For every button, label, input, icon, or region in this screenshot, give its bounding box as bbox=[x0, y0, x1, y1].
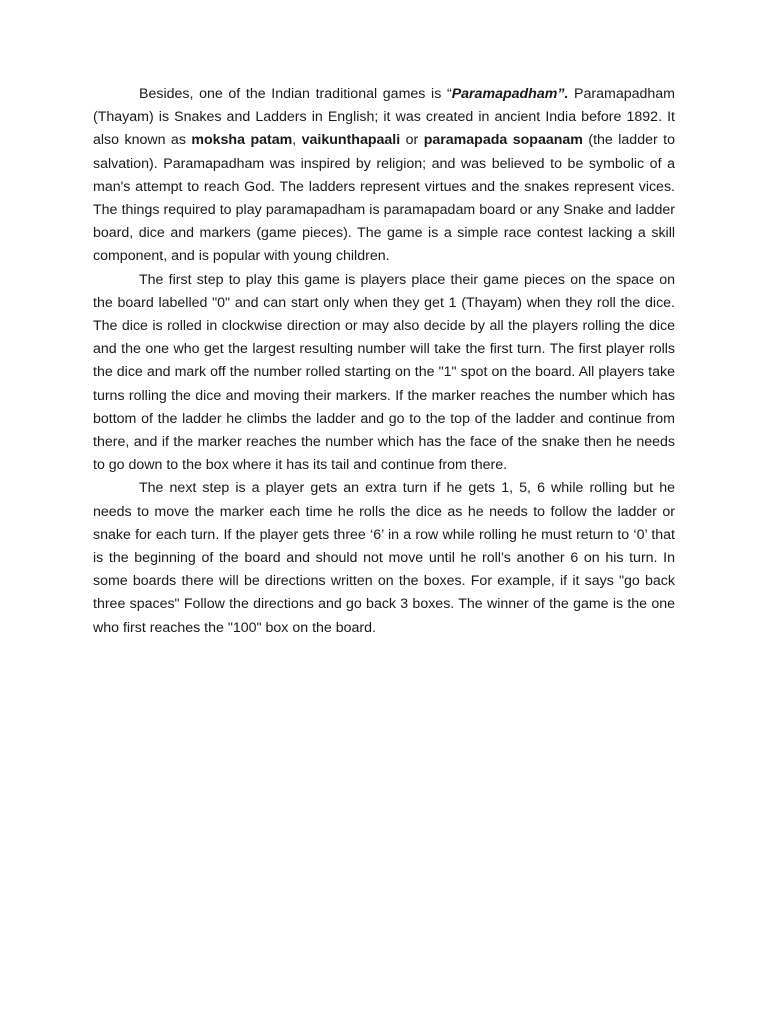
p1-term-moksha-patam: moksha patam bbox=[191, 132, 293, 149]
paragraph-1 bbox=[93, 83, 675, 269]
paragraph-3: The next step is a player gets an extra turn if he gets 1, 5, 6 while rolling but he needs to move the marker each time he rolls the dice as he needs to follow the ladder or snake for each turn. If the player gets three ‘6’ in a row while rolling he must return to ‘0’ that is the beginning of the board and should not move until he roll’s another 6 on his turn. In some boards there will be directions written on the boxes. For example, if it says "go back three spaces" Follow the directions and go back 3 boxes. The winner of the game is the one who first reaches the "100" box on the board. bbox=[93, 480, 675, 636]
p1-text-1: Besides, one of the Indian traditional games is “ bbox=[139, 86, 452, 102]
p1-text-2: Paramapadham (Thayam) is Snakes and Ladders in English; it was created in ancient India before 1892. It also known as bbox=[93, 86, 676, 149]
p1-term-vaikunthapaali: vaikunthapaali bbox=[301, 132, 401, 149]
document-page bbox=[93, 83, 675, 640]
p1-term-paramapada-sopaanam: paramapada sopaanam bbox=[423, 132, 583, 149]
p1-text-3: , bbox=[292, 132, 302, 149]
paragraph-2: The first step to play this game is players place their game pieces on the space on the board labelled "0" and can start only when they get 1 (Thayam) when they roll the dice. The dice is rolled in clockwise direction or may also decide by all the players rolling the dice and the one who get the largest resulting number will take the first turn. The first player rolls the dice and mark off the number rolled starting on the "1" spot on the board. All players take turns rolling the dice and moving their markers. If the marker reaches the number which has bottom of the ladder he climbs the ladder and go to the top of the ladder and continue from there, and if the marker reaches the number which has the face of the snake then he needs to go down to the box where it has its tail and continue from there. bbox=[93, 271, 675, 474]
p1-term-paramapadham: Paramapadham”. bbox=[451, 86, 569, 102]
p1-text-5: (the ladder to salvation). Paramapadham was inspired by religion; and was believed to be symbolic of a man's attempt to reach God. The ladders represent virtues and the snakes represent vices. The things required to play paramapadham is paramapadam board or any Snake and ladder board, dice and markers (game pieces). The game is a simple race contest lacking a skill component, and is popular with young children. bbox=[93, 132, 675, 265]
p1-text-4: or bbox=[400, 132, 424, 149]
